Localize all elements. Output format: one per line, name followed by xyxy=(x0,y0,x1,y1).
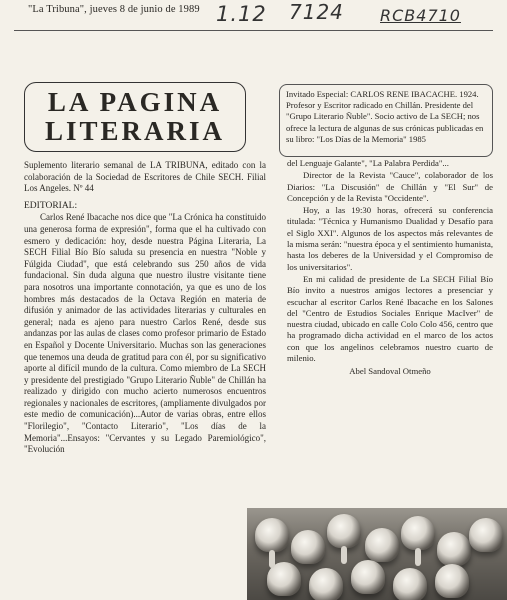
right-paragraph-3: Hoy, a las 19:30 horas, ofrecerá su conferencia titulada: "Técnica y Humanismo Dualidad y Desafío para el Siglo XXI". Algunos de los aspectos más relevantes de la misma serán: "nuestra época y el sentimiento humanista, hasta los deberes de la Universidad y el Compromiso de los universitarios". xyxy=(287,205,493,272)
handwritten-note-2: 7124 xyxy=(289,0,344,24)
guest-intro-text: Invitado Especial: CARLOS RENE IBACACHE. 1924. Profesor y Escritor radicado en Chillán. Presidente del "Grupo Literario Ñuble". Socio activo de La SECH; nos ofrece la lectura de algunas de sus crónicas publicadas en su libro: "Los Días de la Memoria" 1985 xyxy=(286,89,484,144)
right-paragraph-1: del Lenguaje Galante", "La Palabra Perdida"... xyxy=(287,158,449,168)
page-title-line-1: LA PAGINA xyxy=(47,87,223,117)
left-column xyxy=(24,160,266,456)
editorial-heading: EDITORIAL: xyxy=(24,200,78,211)
author-signature: Abel Sandoval Otmeño xyxy=(349,366,431,377)
header-divider xyxy=(14,30,493,31)
handwritten-note-1: 1.12 xyxy=(216,2,267,26)
editorial-paragraph: Carlos René Ibacache nos dice que "La Crónica ha constituido una generosa forma de expresión", forma que el ha cultivado con esmero y dedicación: hoy, desde nuestra Página Literaria, La SECH Filial Bío Bío saluda su presencia en nuestra "Noble y Fúlgida Ciudad", que está celebrando sus 250 años de vida fundacional. Sin duda alguna que nuestro ilustre visitante tiene para nosotros una importante connotación, ya que es uno de los hombres más destacados de la Octava Región en materia de difusión y animador de las actividades literarias y culturales en general; nada es ajeno para nuestro Carlos René, desde sus andanzas por las aulas de clases como profesor primario de Estado en Español y Docente Universitario. Muchas son las generaciones que tenemos una deuda de gratitud para con él, por su significativo aporte al difícil mundo de la cultura. Como miembro de La SECH y presidente del prestigiado "Grupo Literario Ñuble" de Chillán ha realizado y dirigido con mucho acierto numerosos encuentros regionales y nacionales de escritores, (ampliamente divulgados por este medio de comunicación)...Autor de varias obras, entre ellos "Florilegio", "Contacto Literario", "Los días de la Memoria"...Ensayos: "Cervantes y su Legado Paremiológico", "Evolución xyxy=(24,212,266,455)
page-title-box xyxy=(24,82,246,152)
handwritten-catalog-code: RCB4710 xyxy=(380,6,461,25)
page-title-line-2: LITERARIA xyxy=(44,116,226,146)
right-column xyxy=(287,158,493,379)
masthead-line: "La Tribuna", jueves 8 de junio de 1989 xyxy=(28,4,200,15)
right-paragraph-2: Director de la Revista "Cauce", colaborador de los Diarios: "La Discusión" de Chillán y "El Sur" de Concepción y de la Revista "Occidente". xyxy=(287,170,493,203)
supplement-credit: Suplemento literario semanal de LA TRIBUNA, editado con la colaboración de la Sociedad de Escritores de Chile SECH. Filial Los Angeles. Nº 44 xyxy=(24,160,266,194)
guest-intro-box xyxy=(279,84,493,157)
right-paragraph-4: En mi calidad de presidente de La SECH Filial Bío Bío invito a nuestros amigos lectores a presenciar y escuchar al escritor Carlos René Ibacache en los Salones del "Centro de Estudios Sociales Enrique MacIver" de nuestra ciudad, ubicado en calle Colo Colo 456, centro que ha programado dicha actividad en el marco de los actos con que los angelinos celebramos nuestro cuarto de milenio. xyxy=(287,273,493,364)
glassware-photo xyxy=(247,508,507,600)
